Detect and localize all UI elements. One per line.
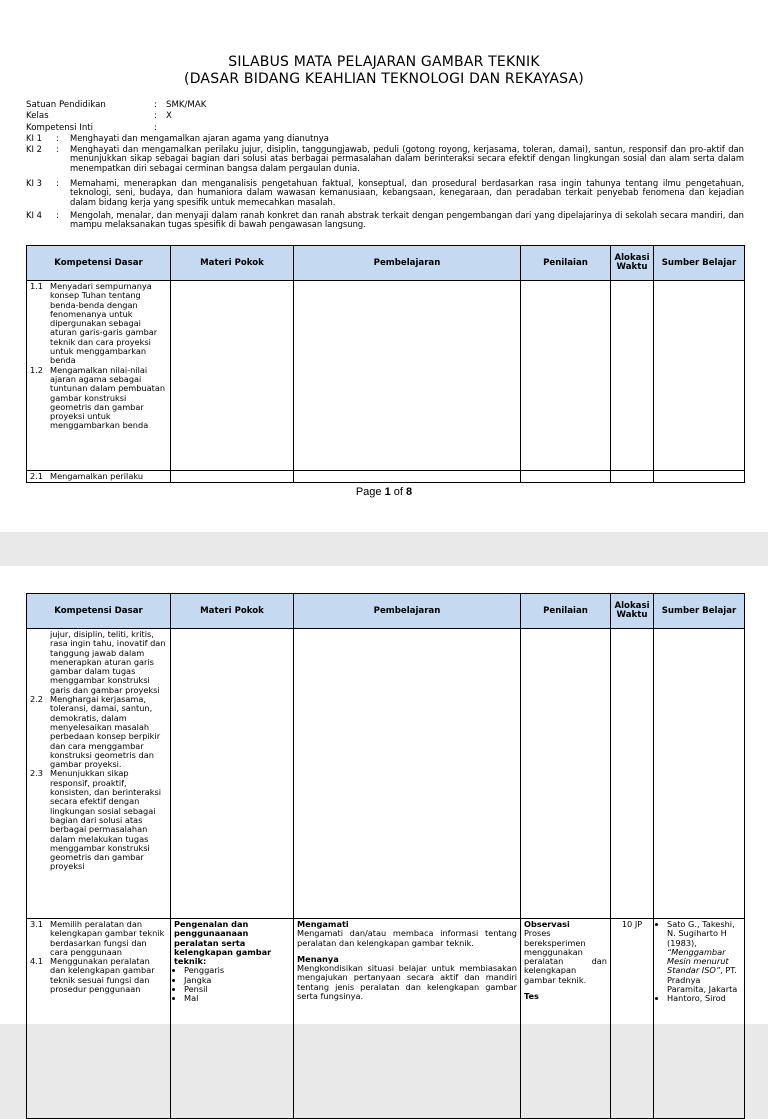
table-header-row xyxy=(27,594,745,629)
alokasi-cell: 10 JP xyxy=(611,919,654,1119)
document-page-2 xyxy=(0,566,768,1024)
kd-item-continued: jujur, disiplin, teliti, kritis, rasa ingin tahu, inovatif dan tanggung jawab dalam menerapkan aturan garis gambar dalam tugas menggambar konstruksi garis dan gambar proyeksi xyxy=(50,629,166,695)
header-pembelajaran: Pembelajaran xyxy=(294,246,521,281)
kd-item: 1.1 Menyadari sempurnanya konsep Tuhan tentang benda-benda dengan fenomenanya untuk dipergunakan sebagai aturan garis-garis gambar teknik dan cara proyeksi untuk menggambarkan benda xyxy=(30,281,158,366)
list-item: • Pensil xyxy=(184,985,290,994)
penilaian-text: Proses bereksperimen menggunakan peralatan dan kelengkapan gambar teknik. xyxy=(524,928,607,985)
materi-title: Pengenalan dan penggunaanaan peralatan serta kelengkapan gambar teknik: xyxy=(174,919,272,967)
meta-satuan-pendidikan: Satuan Pendidikan : SMK/MAK xyxy=(26,100,207,110)
kd-item: 2.3 Menunjukkan sikap responsif, proaktif, konsisten, dan berinteraksi secara efektif dengan lingkungan sosial sebagai bagian dari solusi atas berbagai permasalahan dalam melakukan tugas menggambar konstruksi geometris dan gambar proyeksi xyxy=(30,768,162,872)
list-item: • Mal xyxy=(184,994,290,1003)
penilaian-heading: Observasi xyxy=(524,919,570,929)
kd-cell xyxy=(27,281,171,471)
pembelajaran-text: Mengkondisikan situasi belajar untuk membiasakan mengajukan pertanyaan secara aktif dan mandiri tentang jenis peralatan dan kelengkapan gambar serta fungsinya. xyxy=(297,963,517,1002)
pembelajaran-heading: Menanya xyxy=(297,953,339,964)
pembelajaran-text: Mengamati dan/atau membaca informasi tentang peralatan dan kelengkapan gambar teknik. xyxy=(297,928,517,948)
pembelajaran-cell xyxy=(294,919,521,1119)
sumber-list xyxy=(657,920,741,1004)
header-kompetensi-dasar: Kompetensi Dasar xyxy=(27,594,171,629)
penilaian-heading: Tes xyxy=(524,991,539,1002)
table-row xyxy=(27,281,745,471)
page-footer: Page 1 of 8 xyxy=(355,486,413,498)
meta-kelas: Kelas : X xyxy=(26,111,172,121)
sumber-cell xyxy=(654,919,745,1119)
document-page-1 xyxy=(0,0,768,532)
kd-item: 4.1 Menggunakan peralatan dan kelengkapan gambar teknik sesuai fungsi dan prosedur penggunaan xyxy=(30,956,155,995)
materi-cell xyxy=(171,919,294,1119)
ki-2: KI 2 : Menghayati dan mengamalkan perilaku jujur, disiplin, tanggungjawab, peduli (gotong royong, kerjasama, toleran, damai), santun, responsif dan pro-aktif dan menunjukkan sikap sebagai bagian dari solusi atas berbagai permasalahan dalam berinteraksi secara efektif dengan lingkungan sosial dan alam serta dalam menempatkan diri sebagai cerminan bangsa dalam pergaulan dunia. xyxy=(26,144,744,173)
kd-item: 1.2 Mengamalkan nilai-nilai ajaran agama sebagai tuntunan dalam pembuatan gambar konstruksi geometris dan gambar proyeksi untuk menggambarkan benda xyxy=(30,364,166,431)
header-penilaian: Penilaian xyxy=(521,246,611,281)
kd-item: 2.1 Mengamalkan perilaku xyxy=(30,471,144,481)
header-sumber-belajar: Sumber Belajar xyxy=(654,594,745,629)
table-row xyxy=(27,629,745,919)
kd-item: 2.2 Menghargai kerjasama, toleransi, damai, santun, demokratis, dalam menyelesaikan masalah perbedaan konsep berpikir dan cara menggambar konstruksi geometris dan gambar proyeksi. xyxy=(30,694,161,770)
list-item: • Penggaris xyxy=(184,966,290,975)
header-materi-pokok: Materi Pokok xyxy=(171,594,294,629)
header-kompetensi-dasar: Kompetensi Dasar xyxy=(27,246,171,281)
header-penilaian: Penilaian xyxy=(521,594,611,629)
penilaian-cell xyxy=(521,919,611,1119)
kd-cell xyxy=(27,471,171,483)
list-item: • Jangka xyxy=(184,976,290,985)
table-row xyxy=(27,471,745,483)
header-sumber-belajar: Sumber Belajar xyxy=(654,246,745,281)
table-row xyxy=(27,919,745,1119)
ki-3: KI 3 : Memahami, menerapkan dan menganalisis pengetahuan faktual, konseptual, dan prosedural berdasarkan rasa ingin tahunya tentang ilmu pengetahuan, teknologi, seni, budaya, dan humaniora dalam wawasan kemanusiaan, kebangsaan, kenegaraan, dan peradaban terkait penyebab fenomena dan kejadian dalam bidang kerja yang spesifik untuk memecahkan masalah. xyxy=(26,178,744,207)
list-item: • Hantoro, Sirod xyxy=(667,994,741,1003)
kd-item: 3.1 Memilih peralatan dan kelengkapan gambar teknik berdasarkan fungsi dan cara penggunaan xyxy=(30,919,165,957)
header-alokasi-waktu: Alokasi Waktu xyxy=(611,246,654,281)
header-pembelajaran: Pembelajaran xyxy=(294,594,521,629)
meta-kompetensi-inti: Kompetensi Inti : xyxy=(26,123,157,133)
document-title-line1: SILABUS MATA PELAJARAN GAMBAR TEKNIK xyxy=(228,54,540,70)
header-alokasi-waktu: Alokasi Waktu xyxy=(611,594,654,629)
ki-4: KI 4 : Mengolah, menalar, dan menyaji dalam ranah konkret dan ranah abstrak terkait dengan pengembangan dari yang dipelajarinya di sekolah secara mandiri, dan mampu melaksanakan tugas spesifik di bawah pengawasan langsung. xyxy=(26,210,744,230)
list-item: • Sato G., Takeshi, N. Sugiharto H (1983), “Menggambar Mesin menurut Standar ISO”, PT. Pradnya Paramita, Jakarta xyxy=(667,920,741,994)
ki-1: KI 1 : Menghayati dan mengamalkan ajaran agama yang dianutnya xyxy=(26,133,329,143)
pembelajaran-heading: Mengamati xyxy=(297,919,349,929)
kd-cell xyxy=(27,919,171,1119)
table-header-row xyxy=(27,246,745,281)
syllabus-table-page-2 xyxy=(26,593,745,1119)
syllabus-table-page-1 xyxy=(26,245,745,483)
kd-cell xyxy=(27,629,171,919)
materi-list xyxy=(174,966,290,1003)
header-materi-pokok: Materi Pokok xyxy=(171,246,294,281)
document-title-line2: (DASAR BIDANG KEAHLIAN TEKNOLOGI DAN REKAYASA) xyxy=(184,71,584,87)
